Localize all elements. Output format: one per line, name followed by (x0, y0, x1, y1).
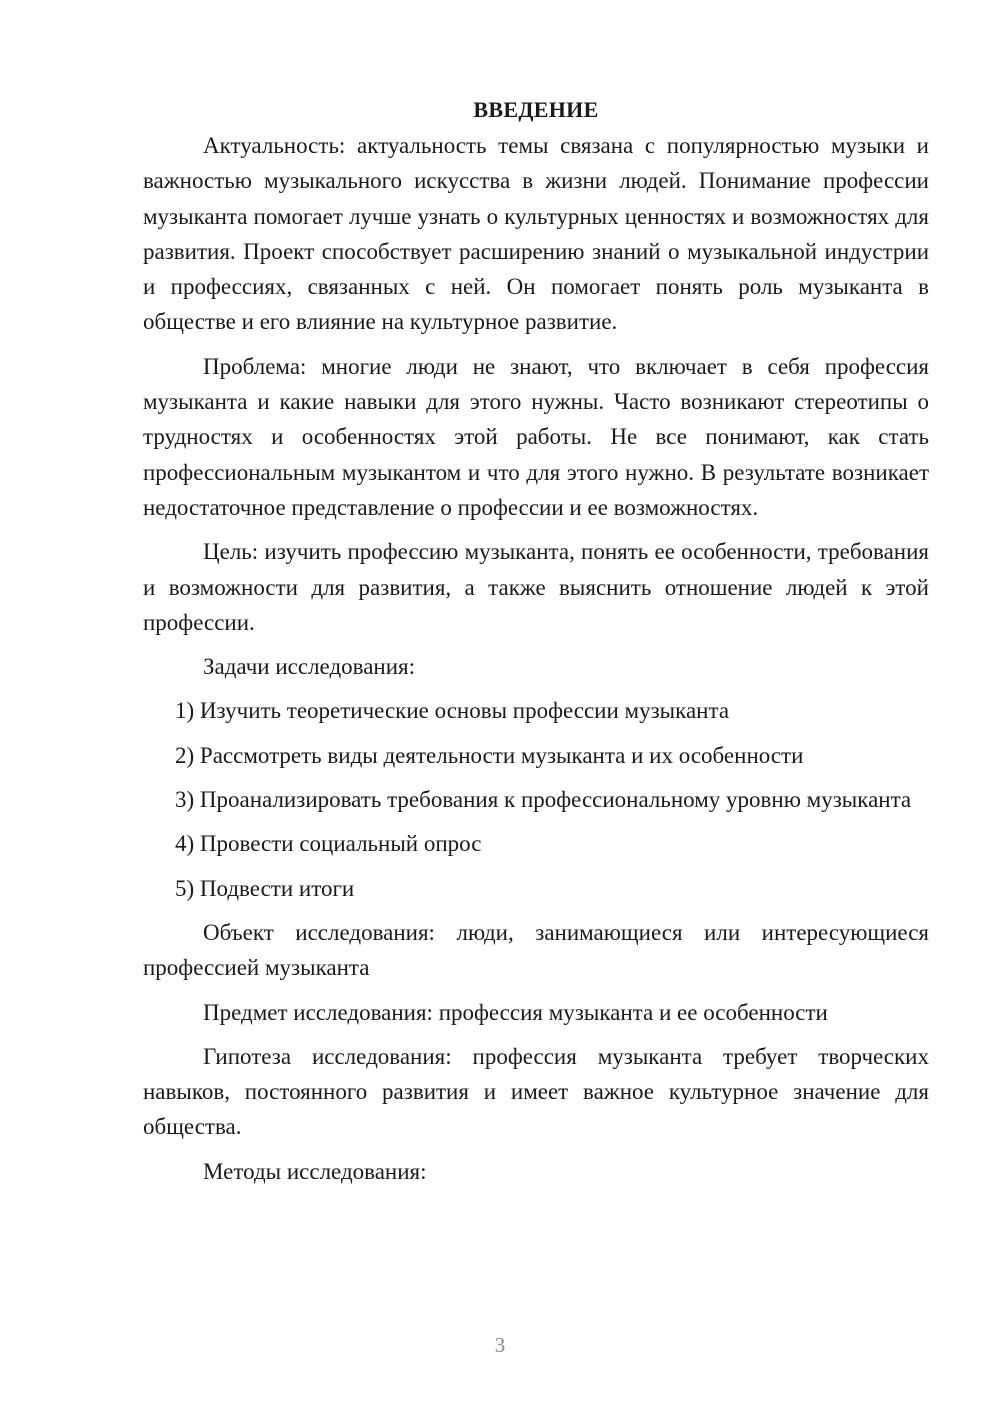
task-item-2: 2) Рассмотреть виды деятельности музыканта и их особенности (175, 742, 804, 768)
goal-paragraph: Цель: изучить профессию музыканта, понять ее особенности, требования и возможности для развития, а также выяснить отношение людей к этой профессии. (143, 539, 929, 635)
methods-heading: Методы исследования: (203, 1158, 427, 1184)
page-content (143, 92, 929, 1198)
page-number: 3 (494, 1333, 506, 1357)
task-item-3: 3) Проанализировать требования к профессиональному уровню музыканта (175, 787, 912, 813)
object-paragraph: Объект исследования: люди, занимающиеся или интересующиеся профессией музыканта (143, 919, 929, 981)
task-item-4: 4) Провести социальный опрос (175, 831, 482, 857)
subject-paragraph: Предмет исследования: профессия музыканта и ее особенности (203, 999, 828, 1025)
tasks-heading: Задачи исследования: (203, 654, 416, 680)
hypothesis-paragraph: Гипотеза исследования: профессия музыканта требует творческих навыков, постоянного развития и имеет важное культурное значение для общества. (143, 1043, 929, 1140)
page-title: ВВЕДЕНИЕ (473, 97, 599, 122)
task-item-5: 5) Подвести итоги (175, 875, 355, 901)
relevance-paragraph: Актуальность: актуальность темы связана с популярностью музыки и важностью музыкального искусства в жизни людей. Понимание профессии музыканта помогает лучше узнать о культурных ценностях и возможностях для развития. Проект способствует расширению знаний о музыкальной индустрии и профессиях, связанных с ней. Он помогает понять роль музыканта в обществе и его влияние на культурное развитие. (143, 133, 929, 335)
problem-paragraph: Проблема: многие люди не знают, что включает в себя профессия музыканта и какие навыки для этого нужны. Часто возникают стереотипы о трудностях и особенностях этой работы. Не все понимают, как стать профессиональным музыкантом и что для этого нужно. В результате возникает недостаточное представление о профессии и ее возможностях. (143, 353, 929, 520)
task-item-1: 1) Изучить теоретические основы профессии музыканта (175, 698, 730, 724)
